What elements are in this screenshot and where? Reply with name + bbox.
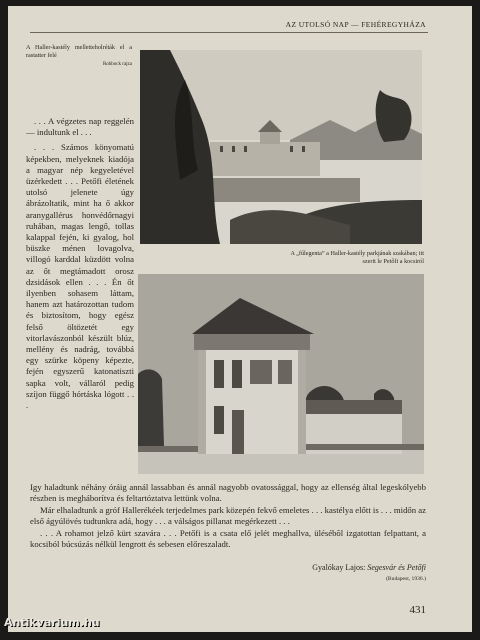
credit-work: Segesvár és Petőfi xyxy=(367,563,426,572)
body-paragraph: Már elhaladtunk a gróf Hallerékéek terjedelmes park közepén fekvő emeletes . . . kastélya előtt is . . . midőn az első ágyúlövés tudtunkra adá, hogy . . . a válságos pillanat megérkezett . . . xyxy=(30,504,426,527)
caption-middle: A „fűlegenta” a Haller-kastély parkjának szakában; itt szerit le Petőfi a kocsiról xyxy=(290,250,424,265)
main-body-text xyxy=(30,482,426,550)
side-paragraph: . . . Számos könyomatú képekben, melyeknek kiadója a magyar nép kegyeletével üzérkedett . . . Petőfi életének utolsó jelenete úgy ábrázoltatik, mint ha ő akkor aranygallérus honvédőrnagyi ruhában, magas lengő, tollas kalappal fején, ki gyalog, hol büszke ménen lovagolva, villogó karddal küzdött volna az őt megtámadott orosz dzsidások ellen . . . Én őt ilyenben sohasem láttam, hanem azt határozottan tudom és biztosítom, hogy egész felső öltözetét egy vitorlavászonból készült blúz, mellény és nadrág, továbbá egy szürke köpeny képezte, fején egyszerű katonatiszti sapka volt, vállaról pedig szíjon függő hórtáska lógott . . . xyxy=(26,142,134,411)
source-credit xyxy=(238,563,426,572)
body-paragraph: . . . A rohamot jelző kürt szavára . . . Petőfi is a csata elő jelét meghallva, ülésébõl izgatottan felpattant, a kocsiból búcsúzás nélkül lengrott és sebesen előreszaladt. xyxy=(30,527,426,550)
caption-top-source: Rohbock rajza xyxy=(102,62,132,67)
book-page xyxy=(8,6,472,632)
credit-note: (Budapest, 1936.) xyxy=(386,576,426,582)
body-paragraph: Igy haladtunk néhány óráig annál lassabban és annál nagyobb ovatossággal, hogy az ellenség által legeskólyebb részben is megháborítva és feltartóztatva lettünk volna. xyxy=(30,482,426,504)
photo-pavilion-image xyxy=(138,274,424,474)
credit-author: Gyalókay Lajos: xyxy=(312,563,366,572)
running-head: AZ UTOLSÓ NAP — FEHÉREGYHÁZA xyxy=(285,20,426,29)
engraving-castle-image xyxy=(140,50,422,244)
header-rule xyxy=(30,32,428,33)
caption-top xyxy=(26,44,132,69)
watermark: Antikvarium.hu xyxy=(4,616,100,629)
caption-top-text: A Haller-kastély melletteholréták el a rastatter felé xyxy=(26,44,132,59)
page-number: 431 xyxy=(409,604,426,616)
side-paragraph: . . . A végzetes nap reggelén — indultunk el . . . xyxy=(26,116,134,138)
side-column-text xyxy=(26,116,134,415)
